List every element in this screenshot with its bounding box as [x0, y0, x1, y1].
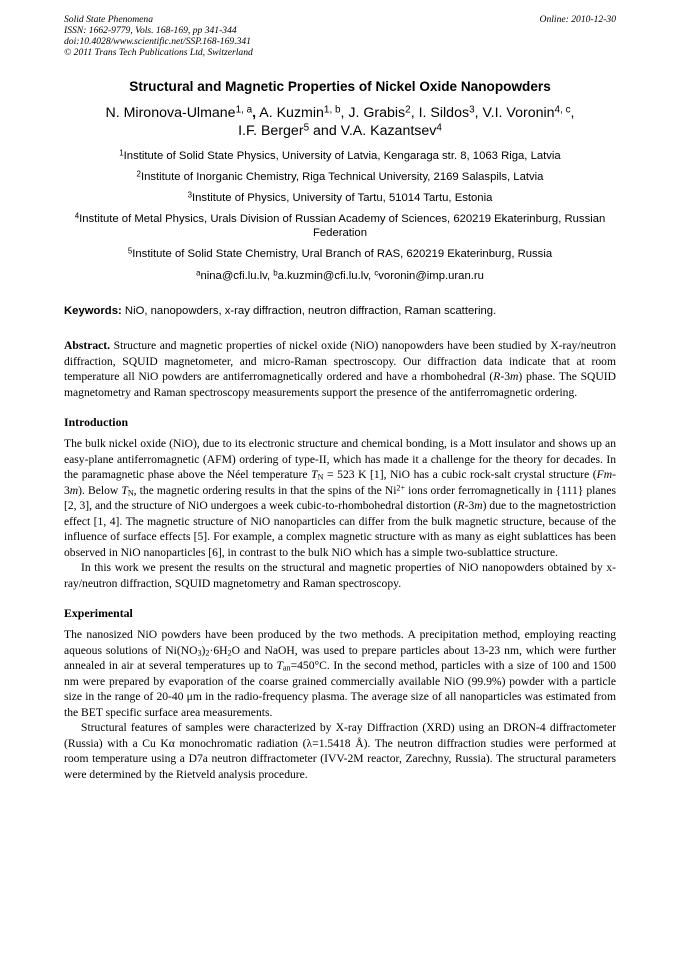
paragraph-text: 2 — [205, 648, 210, 658]
author-separator: , — [570, 105, 575, 121]
paragraph-text: m — [474, 499, 483, 512]
author-affiliation-mark: 4 — [436, 122, 442, 134]
paragraph-text: N — [317, 472, 324, 482]
author-affiliation-mark: 1, a — [235, 104, 253, 116]
affiliation-3 — [64, 191, 616, 205]
author-affiliation-mark: 3 — [469, 104, 475, 116]
keywords-text: NiO, nanopowders, x-ray diffraction, neutron diffraction, Raman scattering. — [121, 305, 497, 317]
affiliation-2 — [64, 170, 616, 184]
author-name: J. Grabis — [344, 105, 406, 121]
email-link[interactable]: voronin@imp.uran.ru — [378, 270, 484, 282]
author-name: V.A. Kazantsev — [336, 123, 437, 139]
paragraph-text: Fm — [596, 468, 613, 481]
paragraph-text: = 523 K [1], NiO has a cubic rock-salt crystal structure ( — [323, 468, 597, 481]
affiliation-text: Institute of Inorganic Chemistry, Riga Technical University, 2169 Salaspils, Latvia — [140, 171, 544, 183]
experimental-paragraph-2: Structural features of samples were characterized by X-ray Diffraction (XRD) using an DRON-4 diffractometer (Russia) with a Cu Kα monochromatic radiation (λ=1.5418 Å). The neutron diffraction studies were performed at room temperature using a D7a neutron diffractometer (IVV-2M reactor, Zarechny, Russia). The structural parameters were determined by the Rietveld analysis procedure. — [64, 721, 616, 781]
paragraph-text: R — [457, 499, 465, 512]
email-mark: a — [196, 268, 201, 278]
author-separator: , — [474, 105, 479, 121]
email-mark: c — [374, 268, 379, 278]
affiliation-number: 4 — [74, 211, 80, 221]
author-name: V.I. Voronin — [478, 105, 555, 121]
paragraph-text: ) due to the magnetostriction effect [1, 4]. The magnetic structure of NiO nanoparticles can differ from the bulk magnetic structure, because of the influence of surface effects [5]. For example, a complex magnetic structure with as many as eight sublattices has been observed in NiO nanoparticles [6], in contrast to the bulk NiO which has a simple two-sublattice structure. — [64, 499, 617, 559]
paragraph-text: m — [69, 483, 79, 497]
affiliation-5 — [64, 247, 616, 261]
author-name: A. Kuzmin — [256, 105, 324, 121]
introduction-paragraph-2: In this work we present the results on the structural and magnetic properties of NiO nanopowders obtained by x-ray/neutron diffraction, SQUID magnetometry and Raman spectroscopy. — [64, 561, 616, 590]
paragraph-text: ) — [201, 643, 206, 657]
paragraph-text: an — [282, 663, 291, 673]
email-link[interactable]: nina@cfi.lu.lv, — [200, 270, 274, 282]
author-separator: , — [252, 105, 257, 121]
author-affiliation-mark: 5 — [303, 122, 310, 134]
abstract — [64, 338, 616, 400]
paragraph-text: =450°C. In the second method, particles with a size of 100 and 1500 nm were prepared by evaporation of the coarse grained commercially available NiO (99.9%) powder with a particle size in the range of 20-40 μm in the radio-frequency plasma. The average size of all nanoparticles was estimated from the BET specific surface area measurements. — [64, 659, 616, 719]
abstract-text: Structure and magnetic properties of nickel oxide (NiO) nanopowders have been studied by X-ray/neutron diffraction, SQUID magnetometer, and micro-Raman spectroscopy. Our diffraction data indicate that at room temperature all NiO powders are antiferromagnetically ordered and have a rhombohedral ( — [64, 339, 616, 383]
paragraph-text: -3 — [64, 468, 616, 497]
paper-title: Structural and Magnetic Properties of Nickel Oxide Nanopowders — [129, 79, 551, 94]
paragraph-text: -3 — [464, 499, 475, 512]
paragraph-text: T — [311, 468, 318, 481]
author-name: I.F. Berger — [238, 123, 304, 139]
issn-line: ISSN: 1662-9779, Vols. 168-169, pp 341-344 — [64, 25, 237, 36]
paragraph-text: O and NaOH, was used to prepare particles about 13-23 nm, which were further annealed in air at several temperatures up to — [64, 643, 617, 672]
section-heading-experimental: Experimental — [64, 606, 133, 620]
abstract-text: R — [493, 370, 501, 383]
paragraph-text: ). Below — [78, 483, 122, 497]
paragraph-text: T — [121, 483, 128, 497]
author-name: I. Sildos — [414, 105, 470, 121]
affiliation-number: 3 — [187, 190, 193, 200]
copyright-line: © 2011 Trans Tech Publications Ltd, Switzerland — [64, 47, 253, 58]
paragraph-text: The bulk nickel oxide (NiO), due to its electronic structure and chemical bonding, is a Mott insulator and shows up an easy-plane antiferromagnetic (AFM) ordering of type-II, which has made it a challenge for the theory for decades. In the paramagnetic phase above the Néel temperature — [64, 437, 616, 481]
author-affiliation-mark: 2 — [405, 104, 411, 116]
affiliation-text: Institute of Solid State Chemistry, Ural Branch of RAS, 620219 Ekaterinburg, Russia — [132, 248, 553, 260]
abstract-text: m — [510, 370, 519, 383]
doi-line: doi:10.4028/www.scientific.net/SSP.168-169.341 — [64, 36, 251, 47]
author-affiliation-mark: 1, b — [323, 104, 341, 116]
introduction-paragraph-1 — [64, 436, 616, 560]
author-separator: , — [410, 105, 415, 121]
paragraph-text: 2 — [227, 648, 232, 658]
journal-name: Solid State Phenomena — [64, 14, 153, 25]
paragraph-text: N — [127, 488, 134, 498]
abstract-label: Abstract. — [64, 339, 111, 352]
author-name: N. Mironova-Ulmane — [105, 105, 236, 121]
paper-page — [64, 14, 616, 782]
affiliation-number: 5 — [127, 246, 133, 256]
keywords — [64, 304, 616, 318]
affiliation-number: 1 — [119, 148, 124, 158]
affiliation-1 — [64, 149, 616, 163]
affiliation-number: 2 — [136, 169, 141, 179]
online-date: Online: 2010-12-30 — [539, 14, 616, 25]
keywords-label: Keywords: — [64, 305, 122, 317]
author-affiliation-mark: 4, c — [554, 104, 571, 116]
paragraph-text: , the magnetic ordering results in that the spins of the Ni — [133, 483, 397, 497]
paragraph-text: The nanosized NiO powders have been produced by the two methods. A precipitation method, employing reacting aqueous solutions of Ni(NO — [64, 628, 616, 657]
paragraph-text: 3 — [197, 648, 202, 658]
author-separator: , — [340, 105, 345, 121]
paragraph-text: ions order ferromagnetically in {111} planes [2, 3], and the structure of NiO undergoes a week cubic-to-rhombohedral distortion ( — [64, 483, 616, 512]
affiliation-4 — [64, 212, 616, 240]
author-list — [64, 104, 616, 140]
abstract-text: ) phase. The SQUID magnetometry and Raman spectroscopy measurements support the presence of the antiferromagnetic ordering. — [64, 370, 617, 399]
section-heading-introduction: Introduction — [64, 415, 129, 429]
affiliation-text: Institute of Physics, University of Tartu, 51014 Tartu, Estonia — [192, 192, 493, 204]
paragraph-text: ·6H — [209, 643, 228, 657]
author-separator: and — [309, 123, 337, 139]
email-link[interactable]: a.kuzmin@cfi.lu.lv, — [277, 270, 375, 282]
email-mark: b — [273, 268, 278, 278]
author-emails — [64, 269, 616, 283]
paragraph-text: 2+ — [396, 482, 406, 492]
experimental-paragraph-1 — [64, 627, 616, 720]
abstract-text: -3 — [500, 370, 511, 383]
journal-header — [64, 14, 616, 58]
affiliation-text: Institute of Solid State Physics, University of Latvia, Kengaraga str. 8, 1063 Riga, Latvia — [123, 150, 561, 162]
paragraph-text: T — [276, 659, 283, 672]
affiliation-text: Institute of Metal Physics, Urals Division of Russian Academy of Sciences, 620219 Ekaterinburg, Russian Federation — [79, 213, 606, 239]
